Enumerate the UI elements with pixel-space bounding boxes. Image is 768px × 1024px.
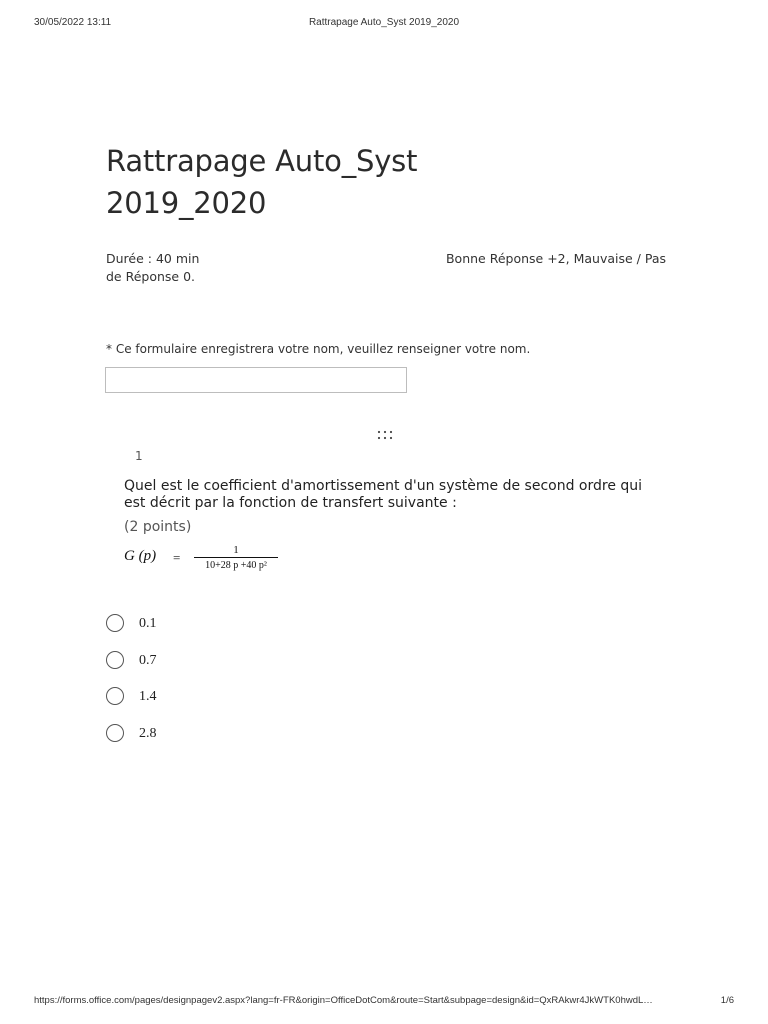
description-duration: Durée : 40 min <box>106 251 200 266</box>
answer-option[interactable] <box>106 651 406 688</box>
name-input[interactable] <box>105 367 407 393</box>
transfer-function-formula <box>124 544 294 580</box>
print-footer-url: https://forms.office.com/pages/designpagev2.aspx?lang=fr-FR&origin=OfficeDotCom&route=Start&subpage=design&id=QxRAkwr4JkWTK0hwdL… <box>34 995 653 1006</box>
radio-unchecked-icon[interactable] <box>106 651 124 669</box>
option-label: 1.4 <box>139 689 157 704</box>
formula-denominator: 10+28 p +40 p² <box>205 560 267 571</box>
description-scoring-continued: de Réponse 0. <box>106 269 196 284</box>
answer-option[interactable] <box>106 687 406 724</box>
radio-unchecked-icon[interactable] <box>106 724 124 742</box>
option-label: 2.8 <box>139 725 157 741</box>
answer-option[interactable] <box>106 724 406 761</box>
print-header-datetime: 30/05/2022 13:11 <box>34 17 112 28</box>
form-title-line1: Rattrapage Auto_Syst <box>106 144 418 178</box>
question-text: Quel est le coefficient d'amortissement d'un système de second ordre qui est décrit par la fonction de transfert suivante : <box>124 478 643 511</box>
formula-fraction <box>194 544 278 572</box>
question-points: (2 points) <box>124 519 192 535</box>
option-label: 0.7 <box>139 652 157 668</box>
print-footer-page-number: 1/6 <box>720 995 734 1006</box>
print-header-title: Rattrapage Auto_Syst 2019_2020 <box>308 17 460 28</box>
form-description <box>106 250 666 286</box>
formula-equals: = <box>173 550 181 565</box>
answer-options <box>106 614 406 760</box>
formula-lhs: G (p) <box>124 548 157 564</box>
question-number: 1 <box>135 449 143 463</box>
fraction-bar <box>194 557 278 558</box>
description-scoring: Bonne Réponse +2, Mauvaise / Pas <box>445 251 666 266</box>
name-notice: * Ce formulaire enregistrera votre nom, veuillez renseigner votre nom. <box>106 342 531 356</box>
formula-numerator: 1 <box>233 544 239 556</box>
form-title-line2: 2019_2020 <box>106 186 267 220</box>
form-title <box>106 140 566 224</box>
answer-option[interactable] <box>106 614 406 651</box>
option-label: 0.1 <box>139 616 157 631</box>
radio-unchecked-icon[interactable] <box>106 687 124 705</box>
radio-unchecked-icon[interactable] <box>106 614 124 632</box>
drag-handle-icon[interactable] <box>377 430 393 440</box>
